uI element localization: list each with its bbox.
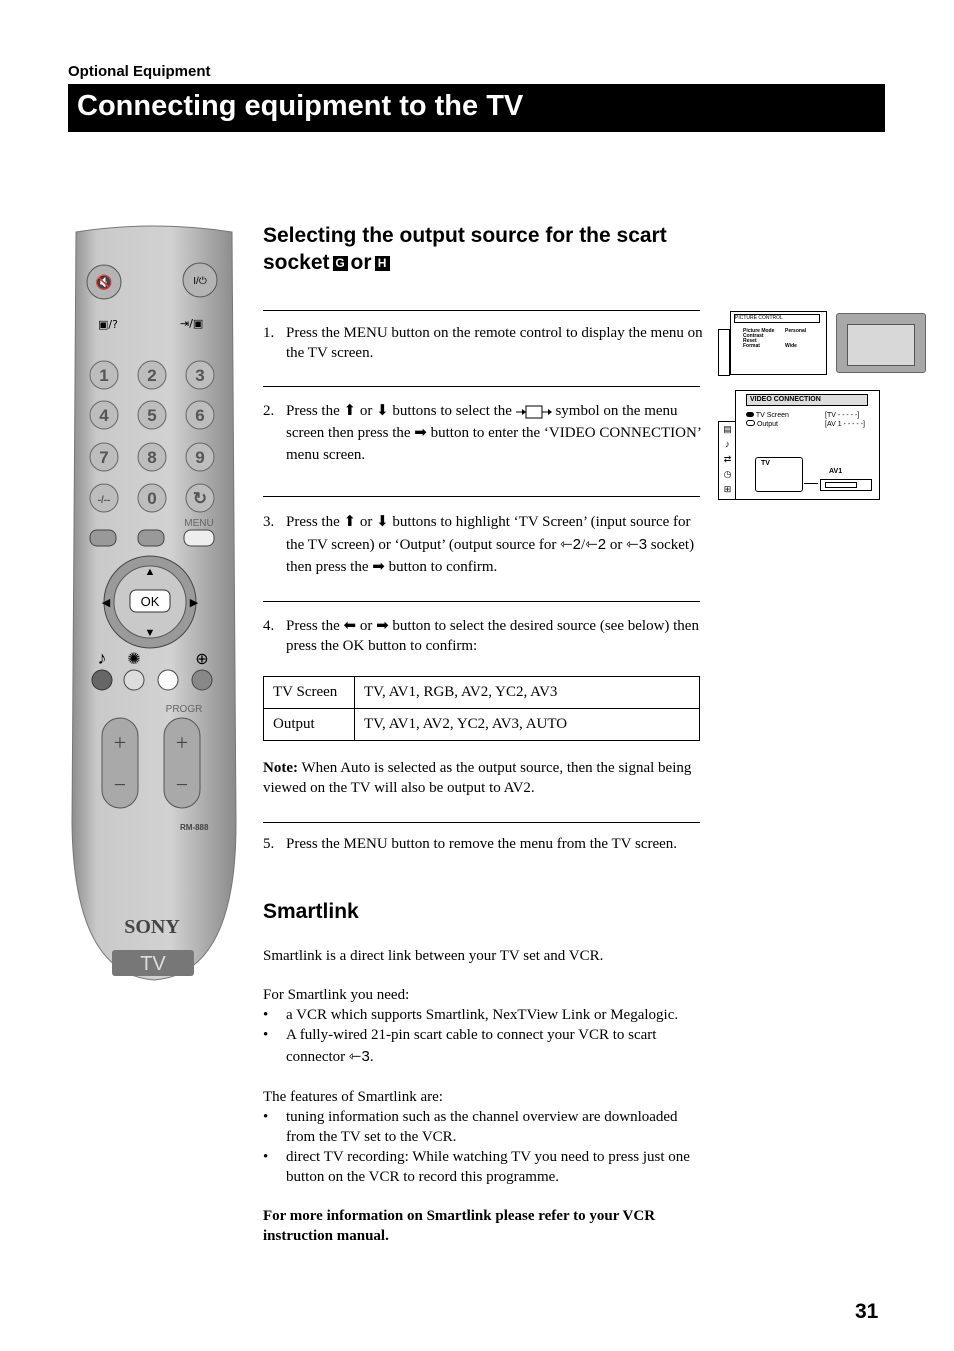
down-arrow-icon: ▼	[144, 627, 156, 639]
step-number: 1.	[263, 325, 275, 341]
up-arrow-icon: ▲	[144, 566, 156, 578]
digit-dash: -/--	[97, 495, 111, 506]
heading-line2: socket	[263, 251, 330, 274]
menu-rows: Picture Mode Contrast Reset Format	[743, 328, 775, 349]
left-arrow-icon: ⬅	[343, 618, 357, 634]
page-title: Connecting equipment to the TV	[77, 90, 524, 122]
note-label: Note:	[263, 760, 298, 776]
scart-2-icon: ⇽2	[560, 535, 582, 553]
remote-tv-label: TV	[140, 953, 166, 975]
tv-set-icon	[836, 313, 926, 373]
digit-9: 9	[195, 448, 205, 467]
step-4	[263, 616, 703, 656]
smartlink-closing: For more information on Smartlink please refer to your VCR instruction manual.	[263, 1208, 656, 1244]
up-arrow-icon: ⬆	[343, 403, 357, 419]
step-3	[263, 511, 703, 579]
digit-1: 1	[99, 366, 109, 385]
digit-8: 8	[147, 448, 157, 467]
step-5	[263, 834, 703, 854]
step-text: Press the MENU button on the remote control to display the menu on the TV screen.	[286, 325, 703, 361]
note-text: When Auto is selected as the output source, then the signal being viewed on the TV will also be output to AV2.	[263, 760, 692, 796]
mute-icon: 🔇	[95, 275, 113, 291]
video-connection-icon	[516, 404, 552, 420]
divider	[263, 310, 700, 311]
step-text: Press the ⬆ or ⬇ buttons to highlight ‘TV Screen’ (input source for the TV screen) or ‘Output’ (output source for ⇽2/⇽2 or ⇽3 socket) then press the ➡ button to confirm.	[286, 514, 695, 575]
right-arrow-icon: ➡	[372, 559, 385, 575]
info-icon: ▣/?	[98, 318, 118, 331]
svg-text:−: −	[113, 772, 127, 797]
step-number: 3.	[263, 514, 275, 530]
recall-icon: ↻	[192, 489, 208, 508]
features-list	[263, 1107, 703, 1187]
features-icon: ⊕	[195, 651, 209, 668]
menu-title: PICTURE CONTROL	[734, 314, 820, 323]
table-cell: TV Screen	[264, 677, 355, 709]
scart-3-icon: ⇽3	[348, 1048, 370, 1065]
table-row	[264, 709, 700, 741]
divider	[263, 496, 700, 497]
section-label: Optional Equipment	[68, 63, 211, 80]
right-arrow-icon: ➡	[414, 425, 427, 441]
need-label: For Smartlink you need:	[263, 987, 410, 1003]
table-cell: TV, AV1, RGB, AV2, YC2, AV3	[355, 677, 700, 709]
vcr-box	[820, 479, 872, 491]
sony-logo: SONY	[124, 916, 180, 938]
digit-2: 2	[147, 366, 157, 385]
divider	[263, 601, 700, 602]
step-number: 2.	[263, 403, 275, 419]
smartlink-intro: Smartlink is a direct link between your TV set and VCR.	[263, 948, 604, 964]
input-select-icon: ⇥/▣	[180, 317, 204, 330]
vc-menu-rows: TV Screen Output	[746, 411, 789, 429]
list-item: • a VCR which supports Smartlink, NexTView Link or Megalogic.	[263, 1005, 703, 1025]
table-row	[264, 677, 700, 709]
step-text: Press the MENU button to remove the menu from the TV screen.	[286, 836, 678, 852]
smartlink-heading: Smartlink	[263, 900, 359, 923]
need-list	[263, 1005, 703, 1068]
ok-label: OK	[140, 594, 160, 609]
heading-line1: Selecting the output source for the scart	[263, 224, 667, 247]
remote-control-illustration	[68, 224, 240, 984]
digit-7: 7	[99, 448, 109, 467]
tv-label: TV	[761, 460, 770, 467]
socket-g-badge: G	[333, 256, 348, 271]
menu-label: MENU	[184, 518, 214, 529]
step-text: Press the ⬆ or ⬇ buttons to select the symbol on the menu screen then press the ➡ button to enter the ‘VIDEO CONNECTION’ menu screen.	[286, 403, 701, 463]
menu-values: Personal Wide	[785, 328, 807, 349]
divider	[263, 386, 700, 387]
right-arrow-icon: ➡	[376, 618, 389, 634]
step-number: 5.	[263, 836, 275, 852]
page-number: 31	[855, 1300, 879, 1323]
sound-icon: ♪	[97, 648, 107, 668]
power-label: I/⏻	[193, 276, 207, 287]
list-item: • tuning information such as the channel overview are downloaded from the TV set to the VCR.	[263, 1107, 703, 1147]
title-bar	[68, 84, 885, 132]
socket-h-badge: H	[375, 256, 390, 271]
features-label: The features of Smartlink are:	[263, 1089, 443, 1105]
video-connection-menu: ▤ ♪ ⇄ ◷ ⊞ VIDEO CONNECTION TV Screen Output [TV - - - - -] [AV 1 - - - - -] TV AV1	[718, 390, 880, 500]
down-arrow-icon: ⬇	[376, 403, 389, 419]
smartlink-body	[263, 946, 703, 1246]
progr-label: PROGR	[165, 704, 203, 715]
step-2	[263, 400, 703, 466]
vc-menu-title: VIDEO CONNECTION	[746, 394, 868, 406]
svg-text:+: +	[113, 730, 127, 755]
step-text: Press the ⬅ or ➡ button to select the desired source (see below) then press the OK button to confirm:	[286, 618, 699, 654]
digit-4: 4	[99, 406, 109, 425]
remote-model: RM-888	[180, 823, 209, 832]
left-arrow-icon: ◀	[101, 597, 111, 609]
menu-screen-illustration	[718, 309, 928, 375]
digit-0: 0	[147, 489, 157, 508]
table-cell: TV, AV1, AV2, YC2, AV3, AUTO	[355, 709, 700, 741]
digit-3: 3	[195, 366, 205, 385]
tv-screen-box	[755, 457, 803, 492]
digit-5: 5	[147, 406, 157, 425]
list-item: • direct TV recording: While watching TV you need to press just one button on the VCR to record this programme.	[263, 1147, 703, 1187]
svg-text:−: −	[175, 772, 189, 797]
up-arrow-icon: ⬆	[343, 514, 357, 530]
digit-6: 6	[195, 406, 205, 425]
note	[263, 758, 703, 798]
vc-menu-values: [TV - - - - -] [AV 1 - - - - -]	[825, 412, 865, 428]
av1-label: AV1	[829, 468, 843, 475]
connection-arrow-icon	[804, 483, 818, 484]
output-section-heading	[263, 222, 713, 276]
heading-or: or	[350, 251, 372, 274]
step-1	[263, 323, 703, 363]
scart-3-icon: ⇽3	[626, 535, 648, 553]
list-item: • A fully-wired 21-pin scart cable to connect your VCR to scart connector ⇽3.	[263, 1025, 703, 1068]
source-table	[263, 676, 700, 741]
divider	[263, 822, 700, 823]
picture-icon: ✺	[127, 651, 141, 668]
step-number: 4.	[263, 618, 275, 634]
table-cell: Output	[264, 709, 355, 741]
svg-text:+: +	[175, 730, 189, 755]
right-arrow-icon: ▶	[189, 597, 199, 609]
down-arrow-icon: ⬇	[376, 514, 389, 530]
scart-s2-icon: ⇽2	[585, 535, 607, 553]
